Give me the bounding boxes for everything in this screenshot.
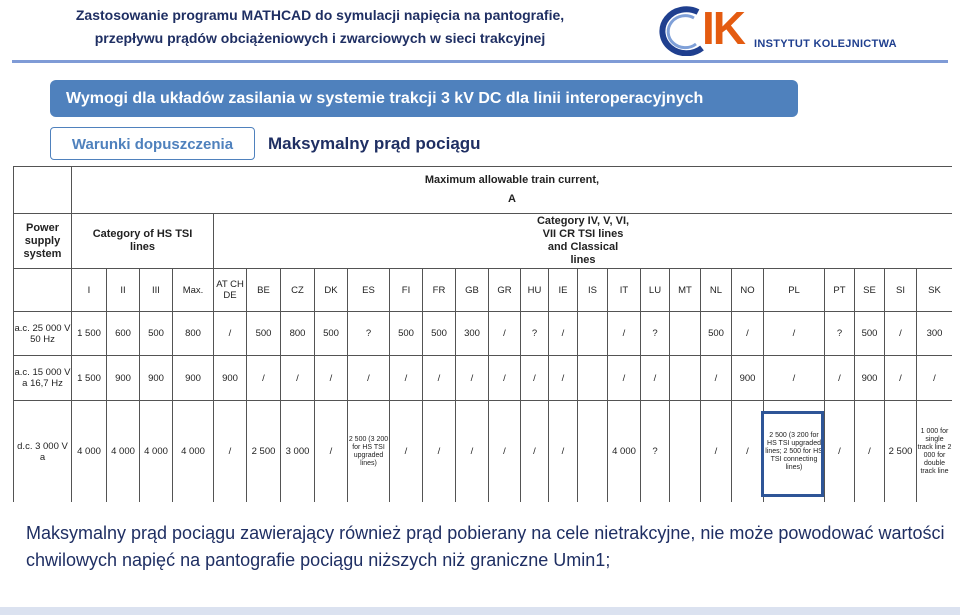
column-header: HU	[521, 269, 548, 311]
table-cell	[578, 312, 607, 355]
table-cell	[670, 312, 700, 355]
table-cell: /	[917, 356, 952, 400]
column-header: SI	[885, 269, 916, 311]
table-cell: /	[764, 356, 824, 400]
table-cell: 900	[214, 356, 246, 400]
table-cell: 3 000	[281, 401, 314, 502]
table-cell: /	[247, 356, 280, 400]
table-cell: 2 500	[247, 401, 280, 502]
table-cell: /	[423, 356, 455, 400]
header-divider	[12, 60, 948, 63]
column-header: NO	[732, 269, 763, 311]
title-line-1: Zastosowanie programu MATHCAD do symulacji napięcia na pantografie,	[75, 7, 565, 23]
table-cell: /	[549, 312, 577, 355]
table-cell: /	[214, 401, 246, 502]
table-cell: 900	[173, 356, 213, 400]
table-title-cell	[72, 167, 952, 213]
table-cell: 900	[107, 356, 139, 400]
table-cell: 4 000	[608, 401, 640, 502]
column-header-blank	[14, 269, 71, 311]
table-cell: 600	[107, 312, 139, 355]
table-corner-cell	[14, 167, 71, 213]
header-cr-tsi-category: Category IV, V, VI, VII CR TSI lines and Classical lines	[214, 214, 952, 268]
table-cell: /	[855, 401, 884, 502]
column-header: BE	[247, 269, 280, 311]
column-header: II	[107, 269, 139, 311]
table-cell: /	[608, 356, 640, 400]
table-cell: /	[315, 356, 347, 400]
table-cell: 500	[140, 312, 172, 355]
column-header: IE	[549, 269, 577, 311]
table-cell: /	[489, 401, 520, 502]
column-header: CZ	[281, 269, 314, 311]
column-header: GB	[456, 269, 488, 311]
table-cell: /	[390, 401, 422, 502]
column-header: PT	[825, 269, 854, 311]
table-cell: /	[701, 401, 731, 502]
table-cell: /	[214, 312, 246, 355]
table-cell: 500	[701, 312, 731, 355]
table-cell: /	[281, 356, 314, 400]
column-header: SE	[855, 269, 884, 311]
column-header: GR	[489, 269, 520, 311]
table-cell: ?	[348, 312, 389, 355]
table-cell: /	[521, 401, 548, 502]
table-cell: 500	[247, 312, 280, 355]
table-cell: 800	[281, 312, 314, 355]
power-supply-label: d.c. 3 000 V a	[14, 401, 71, 502]
table-cell: 1 000 for single track line 2 000 for double track line	[917, 401, 952, 502]
logo-subtitle: INSTYTUT KOLEJNICTWA	[754, 38, 897, 50]
power-supply-label: a.c. 25 000 V 50 Hz	[14, 312, 71, 355]
table-cell: /	[608, 312, 640, 355]
table-cell: /	[456, 401, 488, 502]
table-cell: 2 500 (3 200 for HS TSI upgraded lines; 2 500 for HS TSI connecting lines)	[764, 401, 824, 502]
column-header: Max.	[173, 269, 213, 311]
table-cell: ?	[641, 312, 669, 355]
table-cell: /	[521, 356, 548, 400]
table-cell: 2 500 (3 200 for HS TSI upgraded lines)	[348, 401, 389, 502]
column-header: FR	[423, 269, 455, 311]
table-cell: 800	[173, 312, 213, 355]
table-cell: ?	[521, 312, 548, 355]
table-cell: /	[701, 356, 731, 400]
table-cell: 4 000	[173, 401, 213, 502]
column-header: I	[72, 269, 106, 311]
table-cell: /	[423, 401, 455, 502]
table-cell: /	[641, 356, 669, 400]
table-unit: A	[508, 193, 516, 205]
table-cell: 500	[390, 312, 422, 355]
body-paragraph: Maksymalny prąd pociągu zawierający również prąd pobierany na cele nietrakcyjne, nie może powodować wartości chwilowych napięć na pantografie pociągu niższych niż graniczne Umin1;	[26, 523, 945, 570]
table-cell: 2 500	[885, 401, 916, 502]
table-cell: /	[732, 312, 763, 355]
table-cell: /	[489, 356, 520, 400]
column-header: AT CH DE	[214, 269, 246, 311]
table-title: Maximum allowable train current,	[424, 174, 600, 186]
table-cell: ?	[641, 401, 669, 502]
table-cell: ?	[825, 312, 854, 355]
table-cell	[670, 356, 700, 400]
column-header: DK	[315, 269, 347, 311]
table-cell: /	[390, 356, 422, 400]
presentation-title	[60, 4, 580, 50]
pl-highlight-box	[761, 411, 824, 497]
table-cell: /	[549, 356, 577, 400]
power-supply-label: a.c. 15 000 V a 16,7 Hz	[14, 356, 71, 400]
table-cell: 1 500	[72, 312, 106, 355]
footer-bar	[0, 607, 960, 615]
table-cell: /	[456, 356, 488, 400]
table-cell: 300	[456, 312, 488, 355]
table-cell: /	[825, 401, 854, 502]
table-cell: /	[885, 356, 916, 400]
table-cell	[578, 356, 607, 400]
header-hs-tsi-category: Category of HS TSI lines	[72, 214, 213, 268]
table-cell: 1 500	[72, 356, 106, 400]
table-cell: 500	[315, 312, 347, 355]
institute-logo	[650, 4, 950, 56]
table-cell: /	[348, 356, 389, 400]
table-cell: /	[315, 401, 347, 502]
table-cell: 500	[423, 312, 455, 355]
table-cell: 4 000	[140, 401, 172, 502]
column-header: SK	[917, 269, 952, 311]
table-cell: 900	[140, 356, 172, 400]
table-cell: /	[764, 312, 824, 355]
conditions-tab: Warunki dopuszczenia	[50, 127, 255, 160]
table-cell: 4 000	[72, 401, 106, 502]
column-header: IT	[608, 269, 640, 311]
table-cell	[578, 401, 607, 502]
table-cell	[670, 401, 700, 502]
table-cell: /	[489, 312, 520, 355]
column-header: NL	[701, 269, 731, 311]
slide-subtitle: Maksymalny prąd pociągu	[268, 134, 481, 153]
table-cell: /	[825, 356, 854, 400]
table-cell: 900	[732, 356, 763, 400]
table-cell: 900	[855, 356, 884, 400]
table-cell: 500	[855, 312, 884, 355]
table-cell: /	[732, 401, 763, 502]
column-header: PL	[764, 269, 824, 311]
column-header: LU	[641, 269, 669, 311]
table-cell: /	[885, 312, 916, 355]
column-header: MT	[670, 269, 700, 311]
column-header: FI	[390, 269, 422, 311]
column-header: IS	[578, 269, 607, 311]
header-power-supply: Power supply system	[14, 214, 71, 268]
table-cell: 300	[917, 312, 952, 355]
table-cell: 4 000	[107, 401, 139, 502]
section-banner: Wymogi dla układów zasilania w systemie trakcji 3 kV DC dla linii interoperacyjnych	[50, 80, 798, 117]
logo-swoosh-icon	[650, 4, 710, 56]
table-cell: /	[549, 401, 577, 502]
column-header: ES	[348, 269, 389, 311]
logo-text: IK	[702, 2, 744, 54]
title-line-2: przepływu prądów obciążeniowych i zwarciowych w sieci trakcyjnej	[94, 30, 546, 46]
column-header: III	[140, 269, 172, 311]
